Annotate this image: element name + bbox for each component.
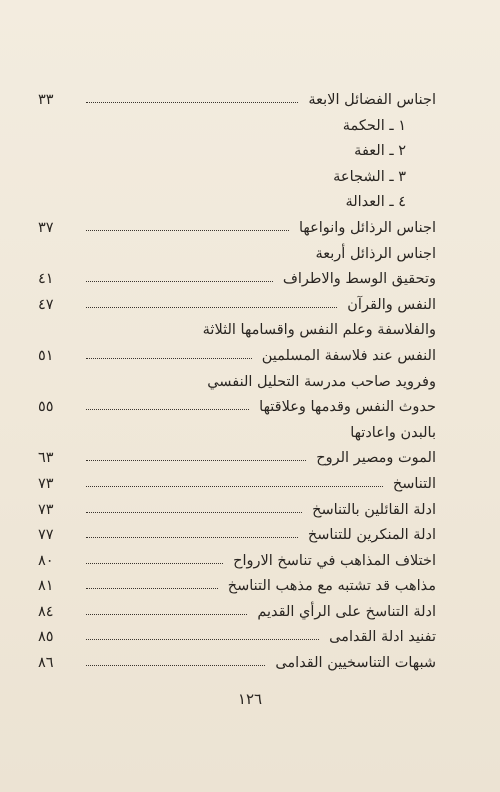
toc-entry-title: تفنيد ادلة القدامى xyxy=(329,629,436,646)
toc-entry-title: النفس عند فلاسفة المسلمين xyxy=(261,347,436,364)
toc-entry xyxy=(38,242,436,268)
toc-entry xyxy=(38,267,436,293)
toc-entry xyxy=(38,370,436,396)
toc-entry-page-number: ٣٣ xyxy=(38,92,54,108)
toc-entry xyxy=(38,165,436,191)
toc-entry-title: اختلاف المذاهب في تناسخ الارواح xyxy=(233,552,436,569)
toc-entry-page-number: ٣٧ xyxy=(38,219,54,236)
toc-entry-title: ٤ ـ العدالة xyxy=(345,194,406,211)
toc-entry xyxy=(38,523,436,549)
toc-entry-page-number: ٥٥ xyxy=(38,399,54,416)
toc-entry-title: ٢ ـ العفة xyxy=(354,143,406,160)
toc-entry xyxy=(38,139,436,165)
toc-entry xyxy=(38,574,436,600)
toc-entry xyxy=(38,498,436,524)
toc-entry-title: اجناس الفضائل الابعة xyxy=(308,92,436,108)
toc-dot-leader xyxy=(86,614,247,615)
toc-entry xyxy=(38,344,436,370)
toc-entry-title: والفلاسفة وعلم النفس واقسامها الثلاثة xyxy=(202,322,436,339)
toc-entry xyxy=(38,472,436,498)
toc-entry xyxy=(38,395,436,421)
toc-entry xyxy=(38,216,436,242)
toc-entry xyxy=(38,114,436,140)
toc-entry-page-number: ٧٣ xyxy=(38,501,54,518)
toc-dot-leader xyxy=(86,537,298,538)
toc-entry-page-number: ٨١ xyxy=(38,578,54,595)
toc-entry-title: ادلة المنكرين للتناسخ xyxy=(307,527,436,544)
toc-entry-page-number: ٦٣ xyxy=(38,450,54,467)
toc-entry-page-number: ٧٧ xyxy=(38,527,54,544)
toc-dot-leader xyxy=(86,588,218,589)
toc-dot-leader xyxy=(86,512,302,513)
toc-entry-title: اجناس الرذائل وانواعها xyxy=(299,219,436,236)
toc-entry-page-number: ٨٦ xyxy=(38,655,54,672)
toc-entry-title: وتحقيق الوسط والاطراف xyxy=(282,271,436,288)
page-number: ١٢٦ xyxy=(237,690,263,708)
toc-entry-page-number: ٨٤ xyxy=(38,603,54,620)
toc-entry-title: وفرويد صاحب مدرسة التحليل النفسي xyxy=(207,373,436,390)
toc-entry xyxy=(38,625,436,651)
toc-entry-title: ١ ـ الحكمة xyxy=(342,117,406,134)
toc-entry xyxy=(38,600,436,626)
toc-dot-leader xyxy=(86,230,289,231)
toc-entry xyxy=(38,190,436,216)
toc-entry-title: اجناس الرذائل أربعة xyxy=(315,245,436,262)
toc-dot-leader xyxy=(86,639,319,640)
toc-entry-page-number: ٨٥ xyxy=(38,629,54,646)
toc-dot-leader xyxy=(86,486,383,487)
toc-entry xyxy=(38,293,436,319)
toc-dot-leader xyxy=(86,358,252,359)
toc-entry-title: مذاهب قد تشتبه مع مذهب التناسخ xyxy=(227,578,436,595)
toc-dot-leader xyxy=(86,409,249,410)
toc-entry-title: الموت ومصير الروح xyxy=(316,450,436,467)
toc-entry-title: النفس والقرآن xyxy=(347,296,436,313)
toc-dot-leader xyxy=(86,563,223,564)
toc-entry-title: حدوث النفس وقدمها وعلاقتها xyxy=(259,399,436,416)
toc-entry xyxy=(38,651,436,677)
toc-entry-title: ٣ ـ الشجاعة xyxy=(333,168,406,185)
toc-entry-title: ادلة التناسخ على الرأي القديم xyxy=(257,603,436,620)
toc-entry-title: شبهات التناسخيين القدامى xyxy=(275,655,436,672)
toc-entry-page-number: ٨٠ xyxy=(38,552,54,569)
toc-entry xyxy=(38,549,436,575)
toc-dot-leader xyxy=(86,460,306,461)
toc-entry-title: ادلة القائلين بالتناسخ xyxy=(312,501,436,518)
toc-dot-leader xyxy=(86,307,337,308)
toc-dot-leader xyxy=(86,665,265,666)
toc-entry-page-number: ٤٧ xyxy=(38,296,54,313)
toc-entry-page-number: ٧٣ xyxy=(38,475,54,492)
toc-entry xyxy=(38,421,436,447)
table-of-contents xyxy=(38,88,436,677)
toc-dot-leader xyxy=(86,281,273,282)
toc-entry-page-number: ٥١ xyxy=(38,347,54,364)
toc-entry xyxy=(38,446,436,472)
toc-entry-page-number: ٤١ xyxy=(38,271,54,288)
toc-entry-title: بالبدن واعادتها xyxy=(350,424,436,441)
toc-entry xyxy=(38,318,436,344)
toc-dot-leader xyxy=(86,102,298,103)
toc-entry-title: التناسخ xyxy=(392,475,436,492)
toc-entry xyxy=(38,88,436,114)
